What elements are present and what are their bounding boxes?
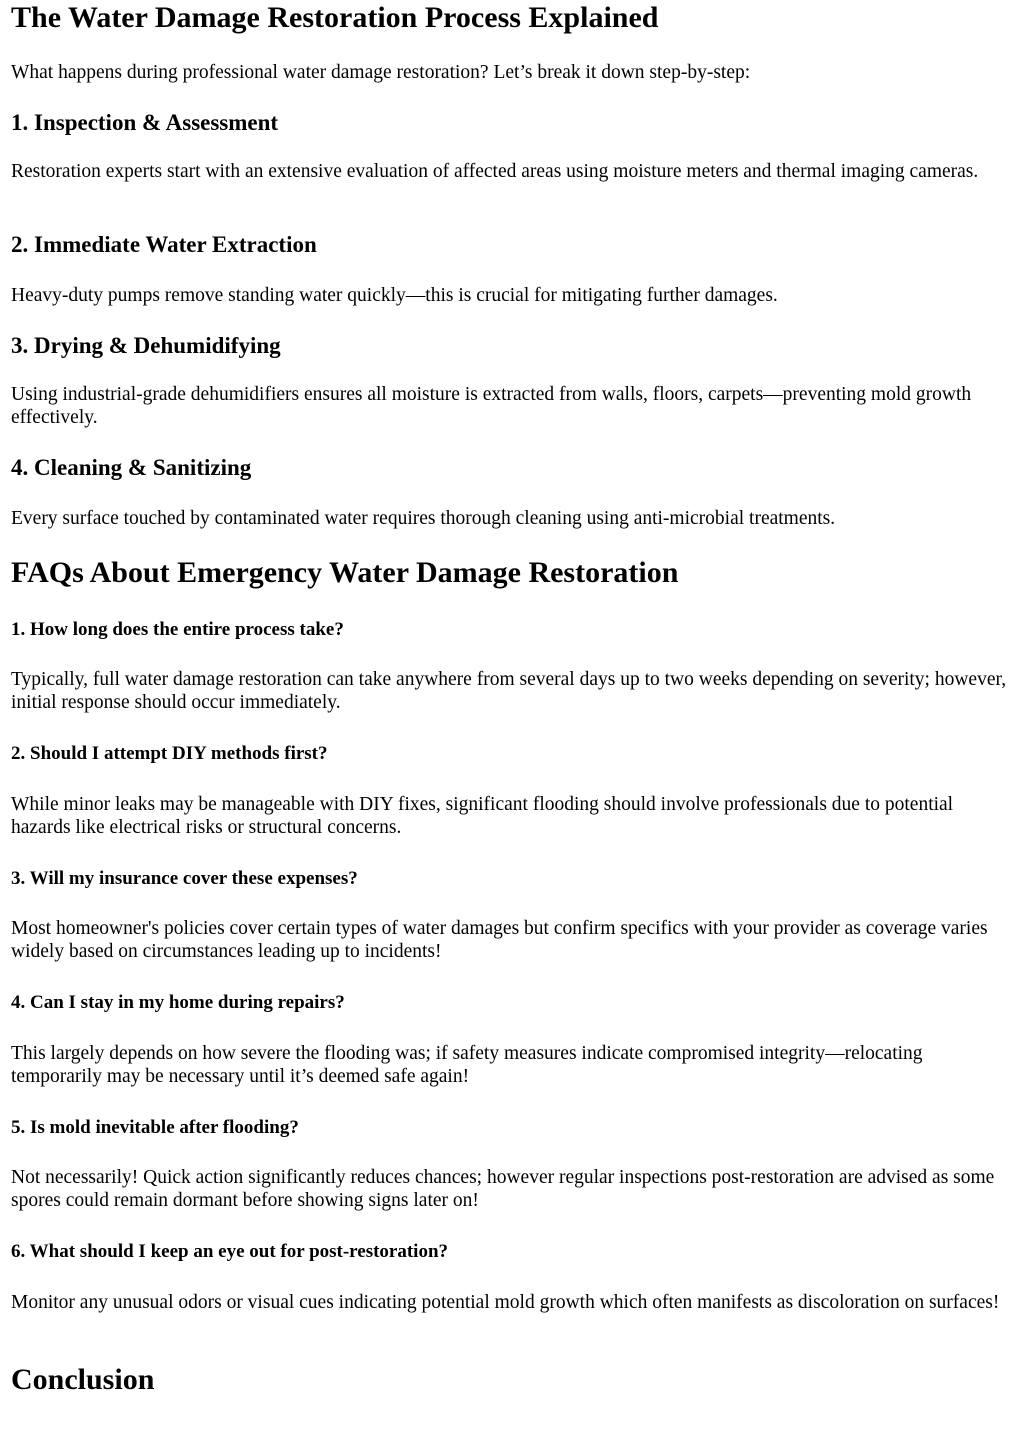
faq-5-question: 5. Is mold inevitable after flooding? [11, 1117, 299, 1138]
step-1-heading: 1. Inspection & Assessment [11, 110, 279, 135]
faq-6-answer: Monitor any unusual odors or visual cues indicating potential mold growth which often manifests as discoloration on surfaces! [11, 1292, 1000, 1313]
faq-5-answer: Not necessarily! Quick action significantly reduces chances; however regular inspections post-restoration are advised as some spores could remain dormant before showing signs later on! [11, 1167, 995, 1211]
step-3-text: Using industrial-grade dehumidifiers ensures all moisture is extracted from walls, floors, carpets—preventing mold growth effectively. [11, 384, 972, 428]
step-2-text: Heavy-duty pumps remove standing water quickly—this is crucial for mitigating further damages. [11, 285, 778, 306]
step-1-text: Restoration experts start with an extensive evaluation of affected areas using moisture meters and thermal imaging cameras. [11, 161, 979, 182]
step-4-heading: 4. Cleaning & Sanitizing [11, 455, 252, 480]
faq-6-question: 6. What should I keep an eye out for post-restoration? [11, 1241, 449, 1262]
faqs-title: FAQs About Emergency Water Damage Restoration [11, 556, 679, 589]
faq-3-question: 3. Will my insurance cover these expenses? [11, 868, 358, 889]
faq-4-answer: This largely depends on how severe the flooding was; if safety measures indicate compromised integrity—relocating temporarily may be necessary until it’s deemed safe again! [11, 1043, 923, 1087]
process-title: The Water Damage Restoration Process Explained [11, 1, 659, 34]
step-4-text: Every surface touched by contaminated water requires thorough cleaning using anti-microbial treatments. [11, 508, 836, 529]
faq-4-question: 4. Can I stay in my home during repairs? [11, 992, 345, 1013]
faq-2-answer: While minor leaks may be manageable with DIY fixes, significant flooding should involve professionals due to potential hazards like electrical risks or structural concerns. [11, 794, 954, 838]
step-3-heading: 3. Drying & Dehumidifying [11, 333, 281, 358]
faq-2-question: 2. Should I attempt DIY methods first? [11, 743, 328, 764]
process-intro: What happens during professional water damage restoration? Let’s break it down step-by-step: [11, 62, 751, 83]
step-2-heading: 2. Immediate Water Extraction [11, 232, 317, 257]
conclusion-title: Conclusion [11, 1363, 155, 1396]
faq-1-question: 1. How long does the entire process take? [11, 619, 344, 640]
faq-1-answer: Typically, full water damage restoration can take anywhere from several days up to two weeks depending on severity; however, initial response should occur immediately. [11, 669, 1007, 713]
faq-3-answer: Most homeowner's policies cover certain types of water damages but confirm specifics with your provider as coverage varies widely based on circumstances leading up to incidents! [11, 918, 988, 962]
